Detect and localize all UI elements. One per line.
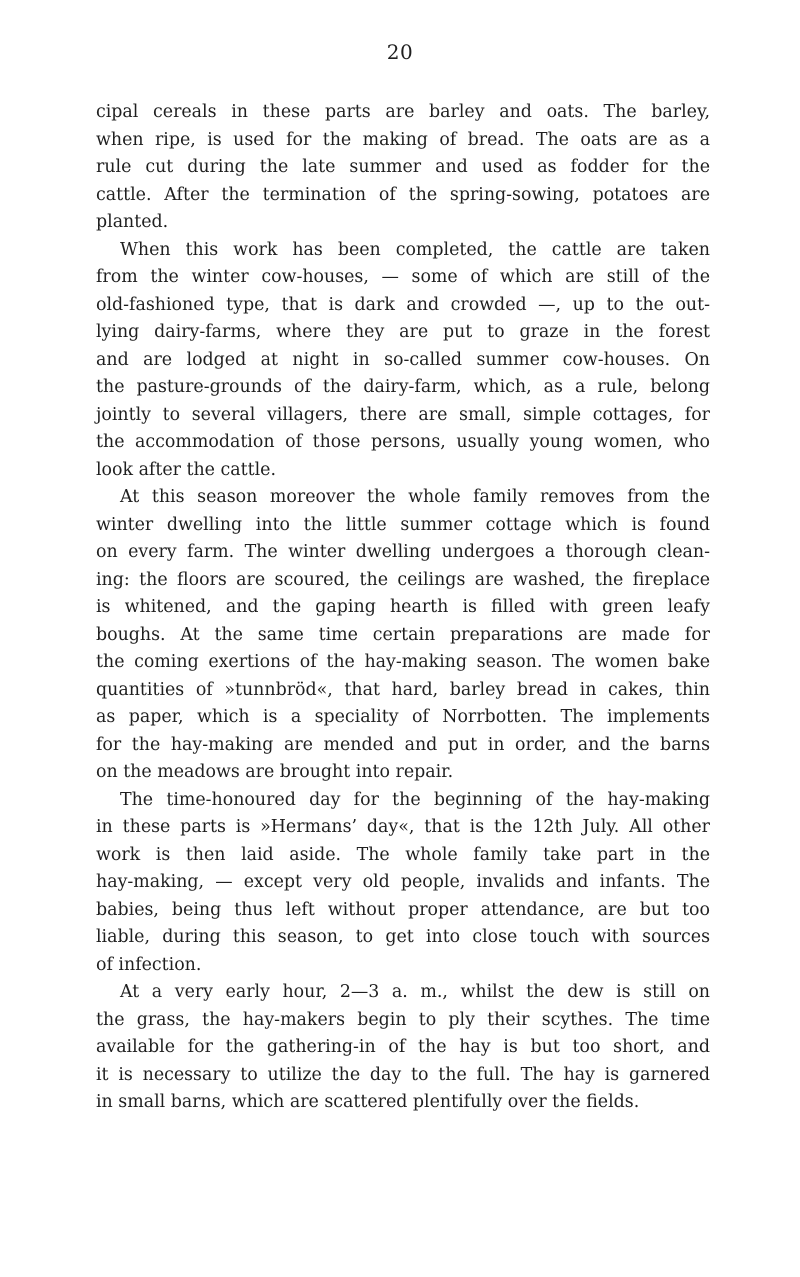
- text-line: from the winter cow-houses, — some of which are still of the: [96, 267, 710, 287]
- text-line: old-fashioned type, that is dark and crowded —, up to the out-: [96, 294, 710, 315]
- text-line: as paper, which is a speciality of Norrbotten. The implements: [96, 707, 710, 727]
- text-line: At a very early hour, 2—3 a. m., whilst the dew is still on: [120, 982, 710, 1002]
- paragraph-3: [96, 484, 710, 787]
- text-line: ing: the floors are scoured, the ceilings are washed, the fireplace: [96, 569, 710, 590]
- text-line: the grass, the hay-makers begin to ply their scythes. The time: [96, 1009, 710, 1030]
- text-line: it is necessary to utilize the day to the full. The hay is garnered: [96, 1064, 710, 1085]
- text-line: jointly to several villagers, there are small, simple cottages, for: [96, 404, 710, 425]
- page-body: [96, 99, 710, 1117]
- text-line: hay-making, — except very old people, invalids and infants. The: [96, 872, 710, 892]
- text-line: When this work has been completed, the cattle are taken: [120, 239, 710, 260]
- text-line: rule cut during the late summer and used as fodder for the: [96, 157, 710, 177]
- text-line: lying dairy-farms, where they are put to graze in the forest: [96, 322, 710, 342]
- text-line: available for the gathering-in of the hay is but too short, and: [96, 1037, 710, 1057]
- page-number: 20: [386, 40, 414, 64]
- text-line: when ripe, is used for the making of bread. The oats are as a: [96, 129, 710, 150]
- text-line: look after the cattle.: [96, 459, 276, 480]
- paragraph-5: [96, 979, 710, 1117]
- text-line: babies, being thus left without proper attendance, are but too: [96, 899, 710, 920]
- text-line: the coming exertions of the hay-making season. The women bake: [96, 652, 710, 672]
- paragraph-4: [96, 787, 710, 980]
- text-line: work is then laid aside. The whole family take part in the: [96, 844, 710, 865]
- text-line: planted.: [96, 212, 169, 232]
- text-line: the accommodation of those persons, usually young women, who: [96, 432, 710, 452]
- text-line: on the meadows are brought into repair.: [96, 762, 454, 782]
- text-line: At this season moreover the whole family removes from the: [120, 487, 710, 507]
- paragraph-2: [96, 237, 710, 485]
- text-line: winter dwelling into the little summer cottage which is found: [96, 514, 710, 535]
- text-line: cattle. After the termination of the spring-sowing, potatoes are: [96, 184, 710, 205]
- text-line: the pasture-grounds of the dairy-farm, which, as a rule, belong: [96, 377, 710, 397]
- text-line: quantities of »tunnbröd«, that hard, barley bread in cakes, thin: [96, 679, 710, 700]
- text-line: The time-honoured day for the beginning of the hay-making: [120, 789, 710, 810]
- paragraph-1: [96, 99, 710, 237]
- text-line: boughs. At the same time certain preparations are made for: [96, 624, 710, 645]
- text-line: in small barns, which are scattered plentifully over the fields.: [96, 1092, 640, 1112]
- text-line: and are lodged at night in so-called summer cow-houses. On: [96, 349, 710, 370]
- text-line: liable, during this season, to get into close touch with sources: [96, 927, 710, 947]
- text-line: is whitened, and the gaping hearth is filled with green leafy: [96, 597, 710, 617]
- text-line: cipal cereals in these parts are barley and oats. The barley,: [96, 102, 710, 122]
- text-line: in these parts is »Hermans’ day«, that is the 12th July. All other: [96, 817, 710, 837]
- text-line: on every farm. The winter dwelling undergoes a thorough clean-: [96, 542, 710, 562]
- text-line: of infection.: [96, 954, 202, 975]
- text-line: for the hay-making are mended and put in order, and the barns: [96, 734, 710, 755]
